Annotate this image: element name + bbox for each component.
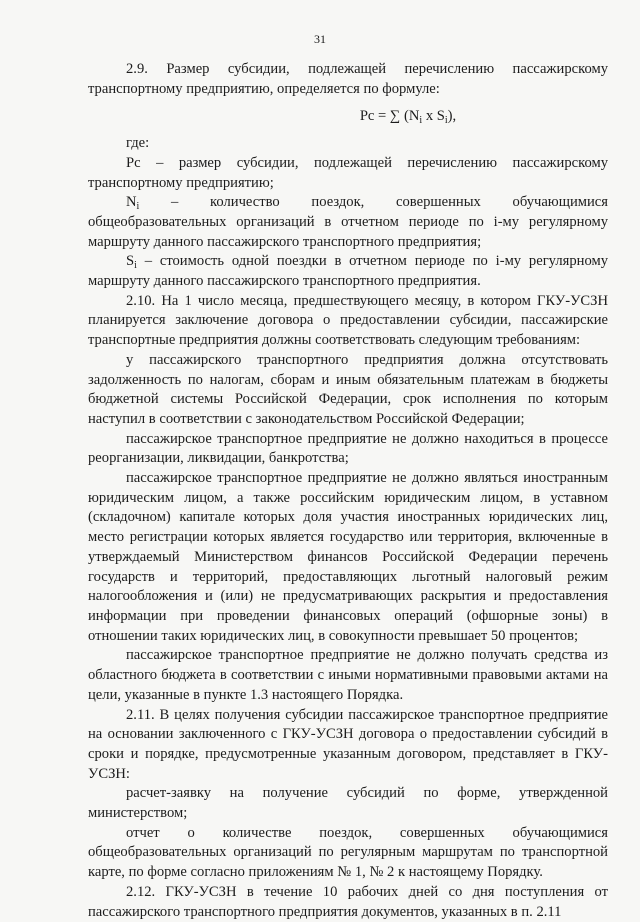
- document-body: [88, 60, 608, 922]
- document-calculation-request: расчет-заявку на получение субсидий по форме, утвержденной министерством;: [88, 785, 608, 822]
- requirement-no-reorganization: пассажирское транспортное предприятие не должно находиться в процессе реорганизации, ликвидации, банкротства;: [88, 430, 608, 467]
- subsidy-formula: Рс = ∑ ($N_i$ x $S_i$),: [359, 108, 457, 127]
- paragraph-2-12: 2.12. ГКУ-УСЗН в течение 10 рабочих дней со дня поступления от пассажирского транспортного предприятия документов, указанных в п. 2.11: [88, 883, 608, 920]
- paragraph-2-11: 2.11. В целях получения субсидии пассажирское транспортное предприятие на основании заключенного с ГКУ-УСЗН договора о предоставлении субсидий в сроки и порядке, предусмотренные указанным договором, представляет в ГКУ-УСЗН:: [88, 706, 608, 782]
- definition-si: $S_i$ – стоимость одной поездки в отчетном периоде по i-му регулярному маршруту данного пассажирского транспортного предприятия.: [88, 253, 608, 290]
- where-label: где:: [126, 135, 150, 152]
- requirement-no-tax-debt: у пассажирского транспортного предприятия должна отсутствовать задолженность по налогам, сборам и иным обязательным платежам в бюджеты бюджетной системы Российской Федерации, срок исполнения по которым наступил в соответствии с законодательством Российской Федерации;: [88, 351, 608, 427]
- requirement-not-foreign-entity: пассажирское транспортное предприятие не должно являться иностранным юридическим лицом, а также российским юридическим лицом, в уставном (складочном) капитале которых доля участия иностранных юридических лиц, место регистрации которых является государство или территория, включенные в утверждаемый Министерством финансов Российской Федерации перечень государств и территорий, предоставляющих льготный налоговый режим налогообложения и (или) не предусматривающих раскрытия и предоставления информации при проведении финансовых операций (офшорные зоны) в отношении таких юридических лиц, в совокупности превышает 50 процентов;: [88, 470, 608, 644]
- document-trip-report: отчет о количестве поездок, совершенных обучающимися общеобразовательных организаций по регулярным маршрутам по транспортной карте, по форме согласно приложениям № 1, № 2 к настоящему Порядку.: [88, 824, 608, 881]
- paragraph-2-9: 2.9. Размер субсидии, подлежащей перечислению пассажирскому транспортному предприятию, определяется по формуле:: [88, 61, 608, 97]
- requirement-no-other-funds: пассажирское транспортное предприятие не должно получать средства из областного бюджета в соответствии с иными нормативными правовыми актами на цели, указанные в пункте 1.3 настоящего Порядка.: [88, 647, 608, 703]
- paragraph-2-10: 2.10. На 1 число месяца, предшествующего месяцу, в котором ГКУ-УСЗН планируется заключение договора о предоставлении субсидии, пассажирские транспортные предприятия должны соответствовать следующим требованиям:: [88, 292, 608, 349]
- definition-pc: Рс – размер субсидии, подлежащей перечислению пассажирскому транспортному предприятию;: [88, 154, 608, 191]
- definition-ni: $N_i$ – количество поездок, совершенных обучающимися общеобразовательных организаций в отчетном периоде по i-му регулярному маршруту данного пассажирского транспортного предприятия;: [88, 194, 608, 250]
- page-number: 31: [314, 32, 326, 46]
